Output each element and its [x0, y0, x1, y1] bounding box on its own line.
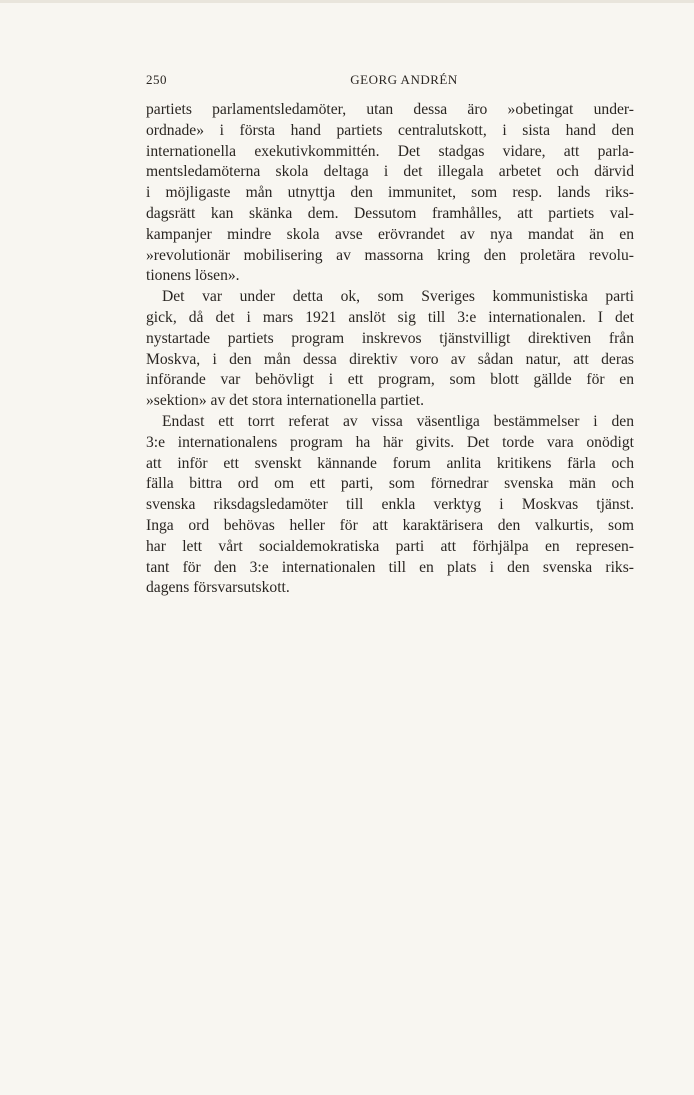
text-line: Moskva, i den mån dessa direktiv voro av sådan natur, att deras [146, 350, 634, 368]
text-line: tant för den 3:e internationalen till en plats i den svenska riks- [146, 558, 634, 576]
text-line: Inga ord behövas heller för att karaktärisera den valkurtis, som [146, 516, 634, 534]
text-line: Det var under detta ok, som Sveriges kommunistiska parti [162, 288, 634, 306]
text-line: tionens lösen». [146, 267, 240, 285]
text-line: kampanjer mindre skola avse erövrandet av nya mandat än en [146, 225, 634, 243]
text-line: dagsrätt kan skänka dem. Dessutom framhålles, att partiets val- [146, 204, 634, 222]
text-line: 3:e internationalens program ha här givits. Det torde vara onödigt [146, 433, 634, 451]
running-head [146, 72, 634, 92]
paragraph [146, 287, 634, 412]
text-line: »sektion» av det stora internationella partiet. [146, 392, 424, 410]
text-line: partiets parlamentsledamöter, utan dessa äro »obetingat under- [146, 101, 634, 118]
body-text [146, 100, 634, 599]
text-line: ordnade» i första hand partiets centralutskott, i sista hand den [146, 121, 634, 139]
text-line: att inför ett svenskt kännande forum anlita kritikens färla och [146, 454, 634, 472]
text-line: svenska riksdagsledamöter till enkla verktyg i Moskvas tjänst. [146, 496, 634, 514]
text-line: gick, då det i mars 1921 anslöt sig till 3:e internationalen. I det [146, 308, 634, 326]
text-line: dagens försvarsutskott. [146, 579, 290, 597]
page-number: 250 [146, 72, 167, 87]
text-line: har lett vårt socialdemokratiska parti att förhjälpa en represen- [146, 537, 634, 555]
paragraph [146, 412, 634, 599]
text-line: nystartade partiets program inskrevos tjänstvilligt direktiven från [146, 329, 634, 347]
text-line: »revolutionär mobilisering av massorna kring den proletära revolu- [146, 246, 634, 264]
running-head-title: GEORG ANDRÉN [350, 72, 458, 87]
text-line: fälla bittra ord om ett parti, som förnedrar svenska män och [146, 475, 634, 493]
text-line: mentsledamöterna skola deltaga i det illegala arbetet och därvid [146, 163, 634, 181]
text-line: internationella exekutivkommittén. Det stadgas vidare, att parla- [146, 142, 634, 160]
text-line: införande var behövligt i ett program, som blott gällde för en [146, 371, 634, 389]
paragraph [146, 100, 634, 287]
text-line: i möjligaste mån utnyttja den immunitet, som resp. lands riks- [146, 184, 634, 202]
text-line: Endast ett torrt referat av vissa väsentliga bestämmelser i den [162, 412, 634, 430]
page-edge [0, 0, 694, 3]
